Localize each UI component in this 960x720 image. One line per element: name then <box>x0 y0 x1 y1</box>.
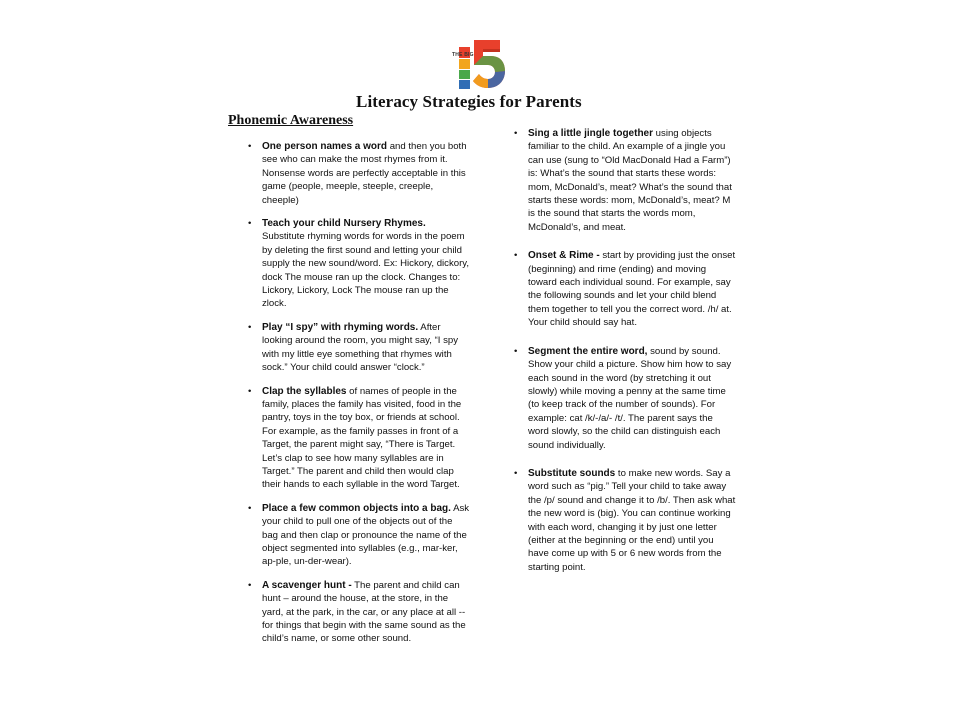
strategy-text: After looking around the room, you might say, “I spy with my little eye something that rhymes with sock.” Your child could answer “clock.” <box>262 321 459 374</box>
logo-square-green <box>459 70 470 79</box>
strategy-lead: A scavenger hunt - <box>262 579 352 591</box>
strategy-lead: Segment the entire word, <box>528 345 648 357</box>
bullet-icon: • <box>248 218 252 230</box>
logo-square-blue <box>459 80 470 89</box>
list-item <box>248 140 470 207</box>
strategy-text: Ask your child to pull one of the objects out of the bag and then clap or pronounce the name of the object segmented into syllables (e.g., mar-ker, ap-ple, un-der-wear). <box>262 502 470 568</box>
strategy-lead: Clap the syllables <box>262 385 347 397</box>
left-strategy-list <box>248 140 470 646</box>
strategy-lead: Substitute sounds <box>528 467 616 479</box>
strategy-lead: One person names a word <box>262 141 388 152</box>
strategy-lead: Teach your child Nursery Rhymes. <box>262 218 426 230</box>
bullet-icon: • <box>248 141 252 152</box>
right-strategy-list <box>514 127 736 574</box>
strategy-text: The parent and child can hunt – around the house, at the store, in the yard, at the park, in the car, or any place at all -- for things that begin with the same sound as the child’s name, or some other sound. <box>262 579 466 645</box>
list-item <box>248 579 470 646</box>
document-title: Literacy Strategies for Parents <box>356 92 582 111</box>
list-item <box>248 502 470 569</box>
list-item <box>248 385 470 492</box>
strategy-text: Substitute rhyming words for words in the poem by deleting the first sound and letting your child supply the new sound/word. Ex: Hickory, dickory, dock The mouse ran up the clock. Changes to: Lickory, Lickory, Lock The mouse ran up the zlock. <box>262 231 470 310</box>
list-item <box>514 345 736 452</box>
strategy-text: using objects familiar to the child. An example of a jingle you can use (sung to “Old MacDonald Had a Farm”) is: What’s the sound that starts these words: mom, McDonald’s, meat? What’s the sound that starts these words: mom, McDonald’s, meat? M is the sound that starts the words mom, McDonald’s, and meat. <box>528 128 732 233</box>
strategy-lead: Play “I spy” with rhyming words. <box>262 321 419 333</box>
bullet-icon: • <box>248 321 252 333</box>
bullet-icon: • <box>514 250 518 262</box>
strategy-text: start by providing just the onset (beginning) and rime (ending) and moving toward each individual sound. For example, say the following sounds and let your child blend them together to tell you the correct word. /h/ at. Your child should say hat. <box>528 250 736 329</box>
list-item <box>514 127 736 234</box>
strategy-text: to make new words. Say a word such as “pig.” Tell your child to take away the /p/ sound and change it to /b/. Then ask what the new word is (big). You can continue working with each word, changing it by just one letter (either at the beginning or the end) until you have come up with 5 or 6 new words from the starting point. <box>528 467 736 573</box>
big-five-emblem-icon <box>452 38 508 90</box>
section-heading: Phonemic Awareness <box>228 113 354 128</box>
strategy-text: of names of people in the family, places the family has visited, food in the pantry, toys in the toy box, or friends at school. For example, as the family passes in front of a Target, the parent might say, “There is Target. Let’s clap to see how many syllables are in Target.” The parent and child then would clap their hands to each syllable in the word Target. <box>262 385 462 491</box>
strategy-lead: Place a few common objects into a bag. <box>262 502 451 514</box>
list-item <box>248 217 470 311</box>
strategy-text: and then you both see who can make the most rhymes from it. Nonsense words are perfectly acceptable in this game (people, meeple, steeple, creeple, cheeple) <box>262 141 467 206</box>
logo-tagline: THE BIG <box>452 52 474 58</box>
bullet-icon: • <box>248 502 252 514</box>
strategy-lead: Sing a little jingle together <box>528 128 654 139</box>
bullet-icon: • <box>514 467 518 479</box>
strategy-text: sound by sound. Show your child a picture. Show him how to say each sound in the word (by stretching it out slowly) while moving a penny at the same time (to keep track of the number of sounds). For example: cat /k/-/a/- /t/. The parent says the word slowly, so the child can distinguish each sound individually. <box>528 345 732 451</box>
logo-numeral-five <box>473 40 505 88</box>
bullet-icon: • <box>248 385 252 397</box>
bullet-icon: • <box>514 345 518 357</box>
bullet-icon: • <box>514 128 518 139</box>
big-five-logo <box>452 38 508 90</box>
logo-square-orange <box>459 59 470 69</box>
list-item <box>514 467 736 574</box>
bullet-icon: • <box>248 579 252 591</box>
list-item <box>514 249 736 329</box>
strategy-lead: Onset & Rime - <box>528 250 600 262</box>
list-item <box>248 321 470 375</box>
